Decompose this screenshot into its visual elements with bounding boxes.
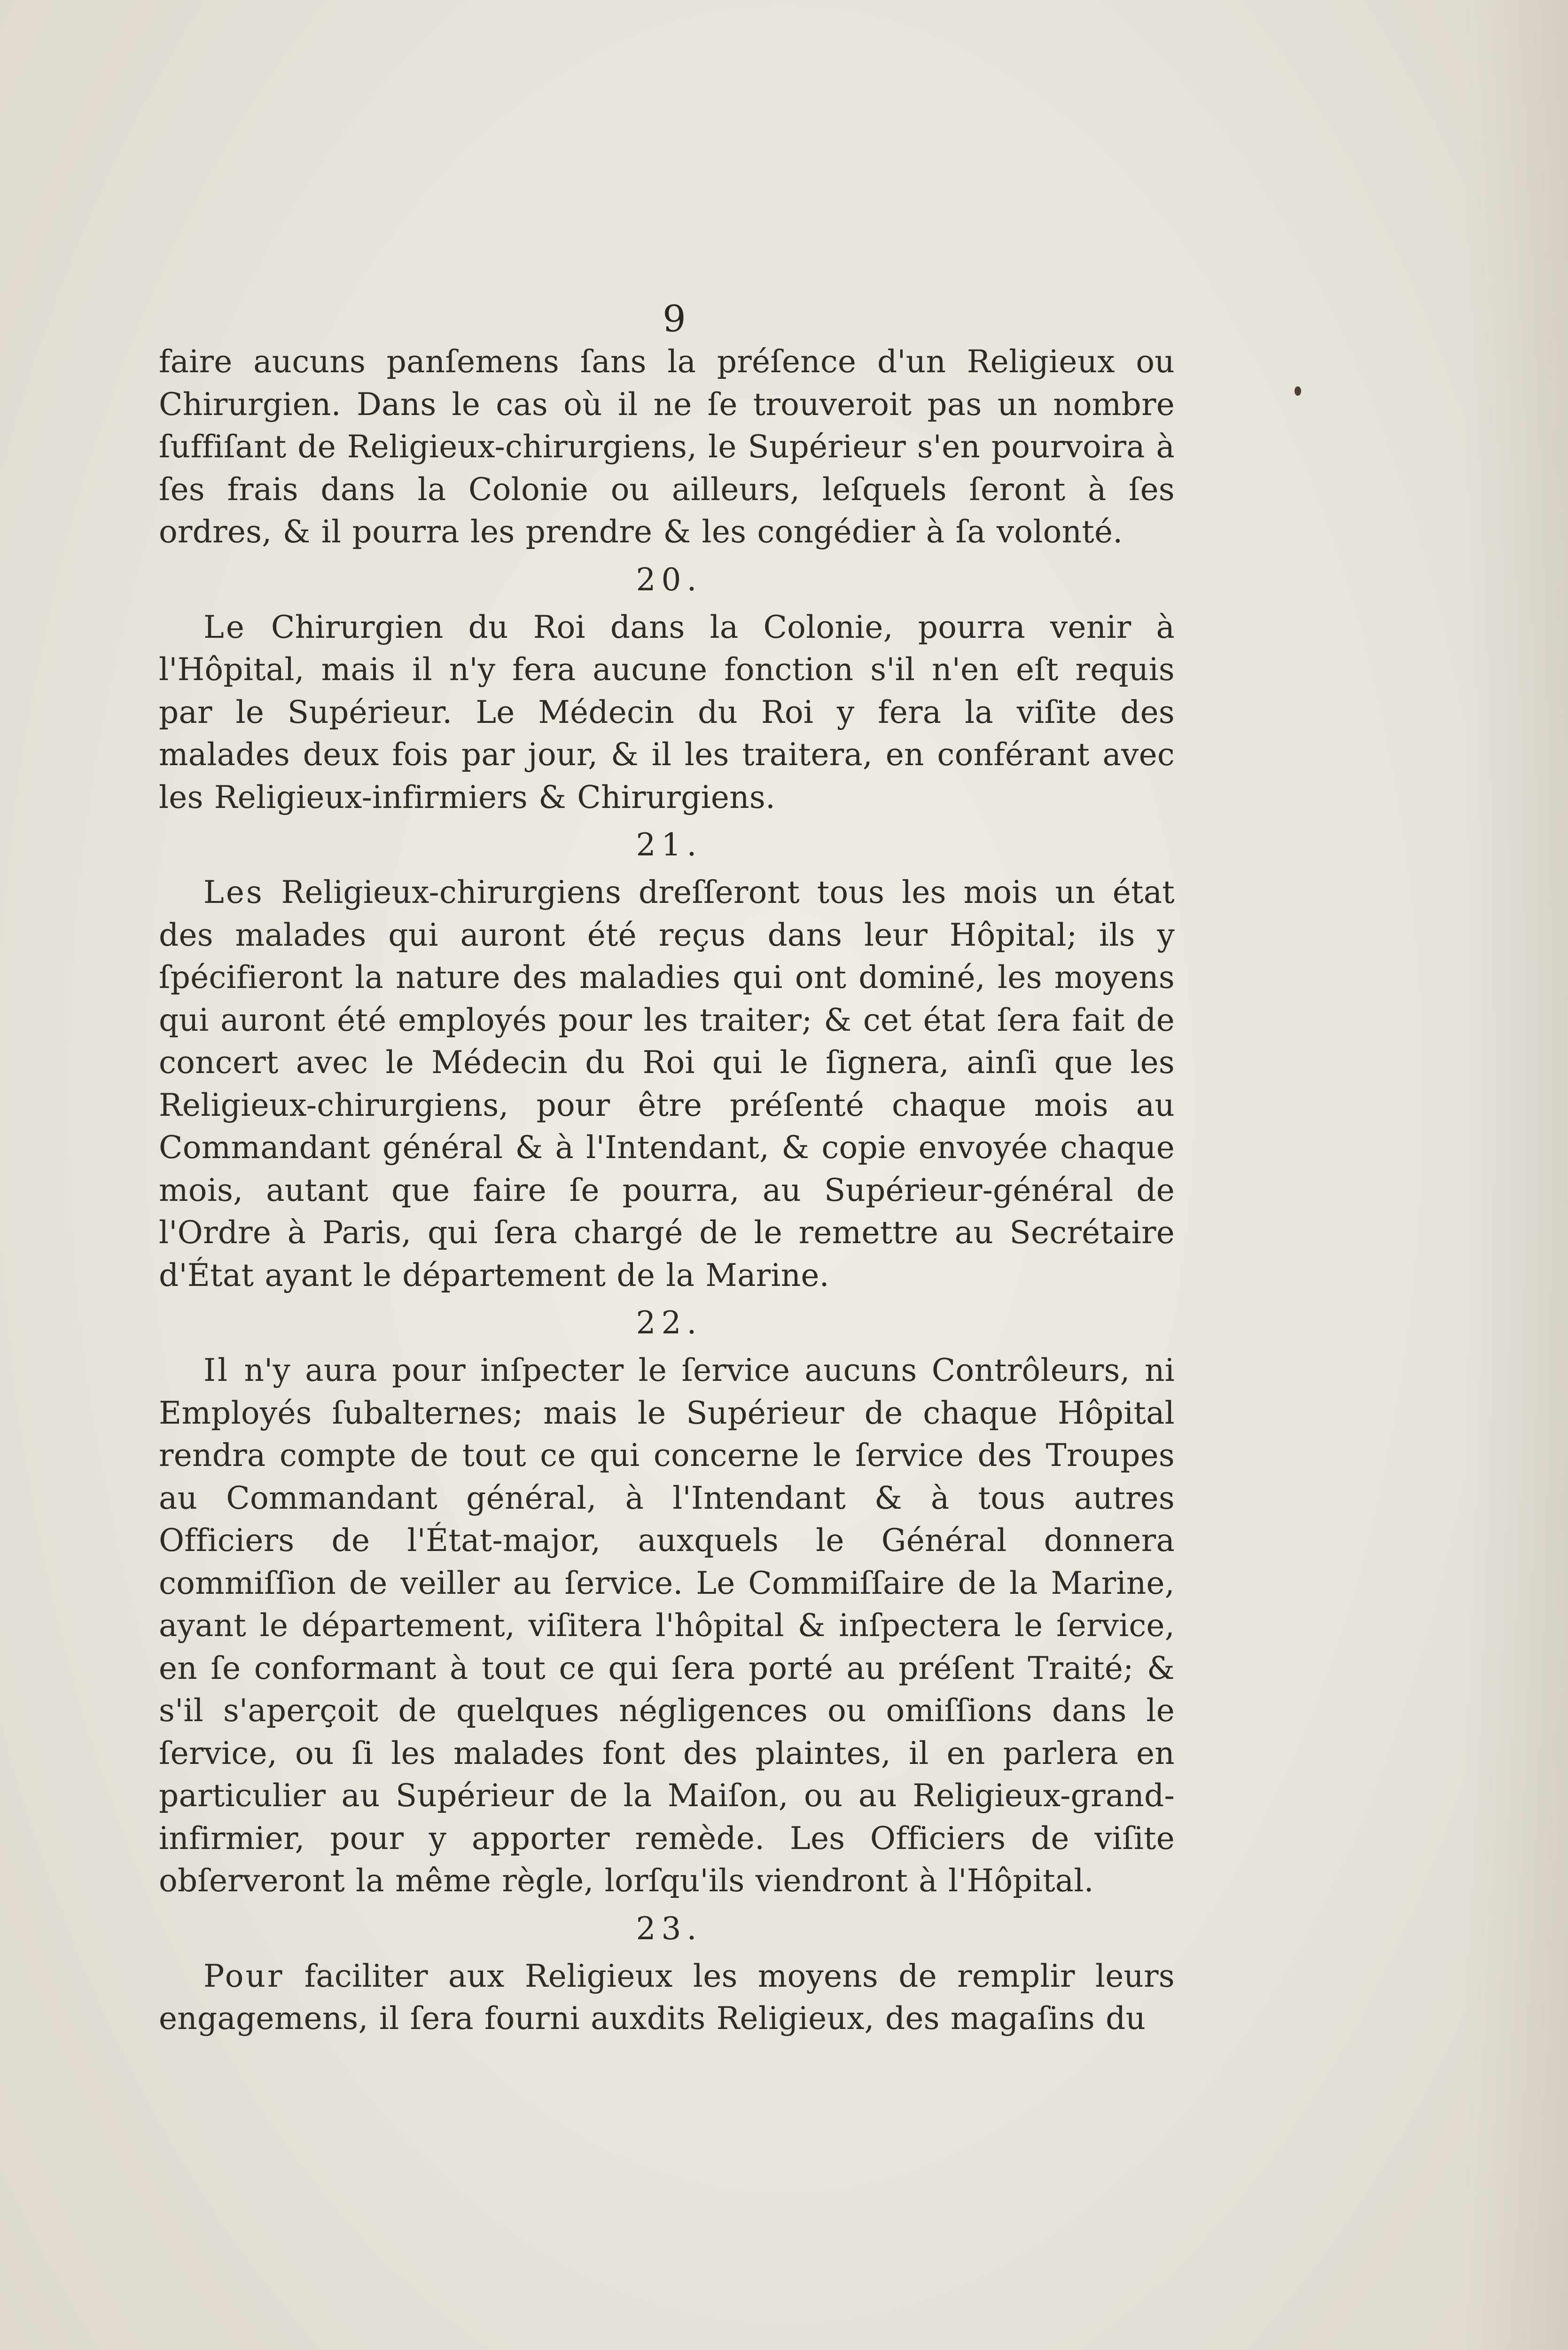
article-number-23: 23. bbox=[636, 1910, 702, 1947]
article-20-paragraph bbox=[159, 606, 1175, 819]
article-number-21: 21. bbox=[636, 827, 702, 863]
page-number: 9 bbox=[663, 298, 686, 340]
page-edge-shadow bbox=[1465, 0, 1568, 2350]
article-23-text: faciliter aux Religieux les moyens de remplir leurs engagemens, il ſera fourni auxdits Religieux, des magaſins du bbox=[159, 1958, 1175, 2037]
article-21-paragraph bbox=[159, 871, 1175, 1297]
article-20-text: Chirurgien du Roi dans la Colonie, pourra venir à l'Hôpital, mais il n'y fera aucune fonction s'il n'en eſt requis par le Supérieur. Le Médecin du Roi y fera la viſite des malades deux fois par jour, & il les traitera, en conférant avec les Religieux-infirmiers & Chirurgiens. bbox=[159, 609, 1175, 815]
article-21-text: Religieux-chirurgiens dreſſeront tous les mois un état des malades qui auront été reçus dans leur Hôpital; ils y ſpécifieront la nature des maladies qui ont dominé, les moyens qui auront été employés pour les traiter; & cet état ſera fait de concert avec le Médecin du Roi qui le ſignera, ainſi que les Religieux-chirurgiens, pour être préſenté chaque mois au Commandant général & à l'Intendant, & copie envoyée chaque mois, autant que faire ſe pourra, au Supérieur-général de l'Ordre à Paris, qui ſera chargé de le remettre au Secrétaire d'État ayant le département de la Marine. bbox=[159, 874, 1175, 1293]
article-22-paragraph bbox=[159, 1349, 1175, 1903]
ink-spot bbox=[1295, 386, 1301, 396]
article-23-paragraph bbox=[159, 1955, 1175, 2040]
body-text bbox=[159, 341, 1175, 2040]
article-20-lead-word: Le bbox=[203, 609, 246, 645]
article-22-text: n'y aura pour inſpecter le ſervice aucuns Contrôleurs, ni Employés ſubalternes; mais le Supérieur de chaque Hôpital rendra compte de tout ce qui concerne le ſervice des Troupes au Commandant général, à l'Intendant & à tous autres Officiers de l'État-major, auxquels le Général donnera commiſſion de veiller au ſervice. Le Commiſſaire de la Marine, ayant le département, viſitera l'hôpital & inſpectera le ſervice, en ſe conformant à tout ce qui ſera porté au préſent Traité; & s'il s'aperçoit de quelques négligences ou omiſſions dans le ſervice, ou ſi les malades font des plaintes, il en parlera en particulier au Supérieur de la Maiſon, ou au Religieux-grand-infirmier, pour y apporter remède. Les Officiers de viſite obſerveront la même règle, lorſqu'ils viendront à l'Hôpital. bbox=[159, 1352, 1175, 1899]
article-22-lead-word: Il bbox=[203, 1352, 230, 1388]
article-number-20: 20. bbox=[636, 561, 702, 598]
article-21-lead-word: Les bbox=[203, 874, 264, 910]
paragraph-continued: faire aucuns panſemens ſans la préſence d'un Religieux ou Chirurgien. Dans le cas où il ne ſe trouveroit pas un nombre ſuffiſant de Religieux-chirurgiens, le Supérieur s'en pourvoira à ſes frais dans la Colonie ou ailleurs, leſquels ſeront à ſes ordres, & il pourra les prendre & les congédier à ſa volonté. bbox=[159, 344, 1175, 550]
article-number-22: 22. bbox=[636, 1305, 702, 1341]
article-23-lead-word: Pour bbox=[203, 1958, 284, 1994]
